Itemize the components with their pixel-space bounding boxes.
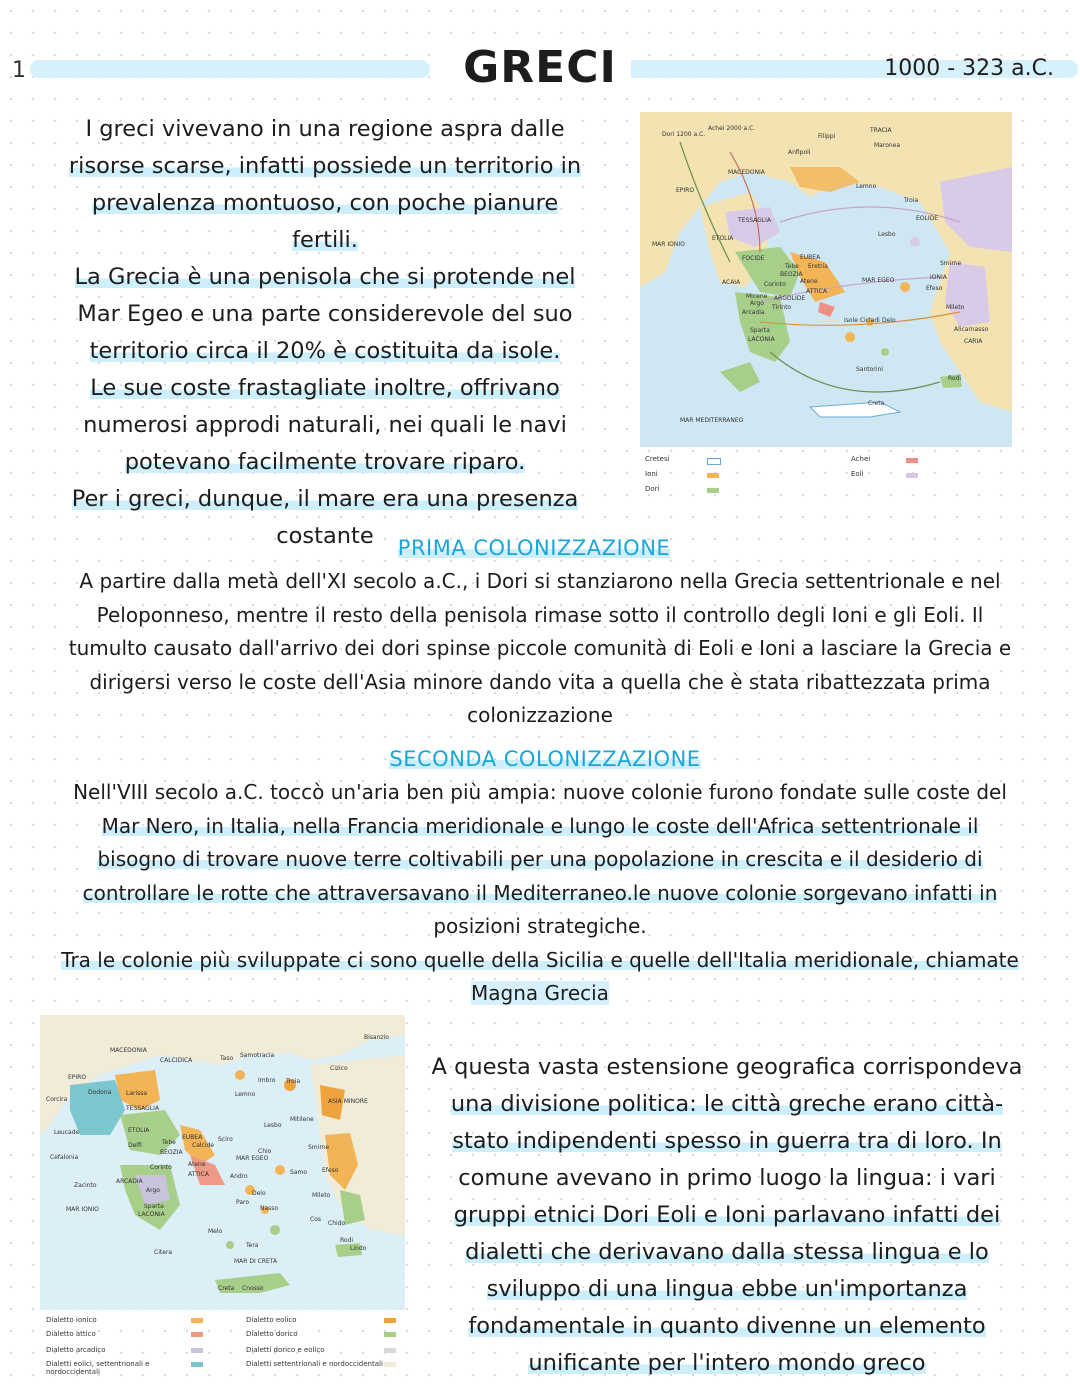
map1-label-tebe: Tebe	[785, 263, 799, 270]
map1-legend	[645, 455, 930, 500]
map1-label-troia: Troia	[904, 197, 919, 204]
map1-label-tracia: TRACIA	[870, 127, 892, 134]
map2-label-taso: Taso	[220, 1055, 234, 1062]
map2-label-attica: ATTICA	[188, 1171, 209, 1178]
first-colonization-line: colonizzazione	[467, 703, 613, 727]
map2-label-sparta: Sparta	[144, 1203, 164, 1210]
map2-label-leucade: Leucade	[54, 1129, 80, 1136]
map1-label-beozia: BEOZIA	[780, 271, 803, 278]
intro-line: prevalenza montuoso, con poche pianure	[91, 190, 559, 216]
map2-label-nasso: Nasso	[260, 1205, 279, 1212]
map1-label-efeso: Efeso	[926, 285, 943, 292]
map2-label-mileto: Mileto	[312, 1192, 331, 1199]
map2-legend-swatch	[191, 1348, 203, 1353]
map1-label-sparta: Sparta	[750, 327, 770, 334]
first-colonization-line: A partire dalla metà dell'XI secolo a.C., i Dori si stanziarono nella Grecia settentrionale e nel	[79, 569, 1001, 593]
map2-legend-item: Dialetto attico	[46, 1330, 96, 1338]
intro-line: numerosi approdi naturali, nei quali le navi	[83, 412, 567, 438]
map2-label-samo: Samo	[290, 1169, 308, 1176]
map1-label-maronea: Maronea	[874, 142, 901, 149]
map2-label-calcide: Calcide	[192, 1142, 214, 1149]
map2-legend-item: Dialetto ionico	[46, 1316, 97, 1324]
map2-label-efeso: Efeso	[322, 1167, 339, 1174]
map2-label-chido: Chido	[328, 1220, 346, 1227]
map1-label-achei: Achei 2000 a.C.	[708, 125, 756, 132]
map2-label-samotracia: Samotracia	[240, 1052, 275, 1059]
map1-label-etolia: ETOLIA	[712, 235, 734, 242]
map2-label-cos: Cos	[310, 1216, 321, 1223]
map1-label-arcadia: Arcadia	[742, 309, 765, 316]
map2-label-smirne: Smirne	[308, 1144, 330, 1151]
page-title-text: GRECI	[449, 42, 631, 93]
map2-label-mar-egeo: MAR EGEO	[236, 1155, 269, 1162]
map2-legend-swatch	[191, 1362, 203, 1367]
closing-paragraph	[418, 1049, 1036, 1382]
map1-legend-item: Dori	[645, 485, 660, 493]
map2-label-mar-ionio: MAR IONIO	[66, 1206, 99, 1213]
map2-label-cnosso: Cnosso	[242, 1285, 264, 1292]
map1-label-eubea: EUBEA	[800, 254, 821, 261]
closing-line: sviluppo di una lingua ebbe un'importanza	[486, 1276, 968, 1302]
map1-label-filippi: Filippi	[818, 133, 836, 140]
closing-line: fondamentale in quanto divenne un elemento	[468, 1313, 986, 1339]
map2-label-rodi: Rodi	[340, 1237, 354, 1244]
first-colonization-line: Peloponneso, mentre il resto della penisola rimase sotto il controllo degli Ioni e gli Eoli. Il	[96, 602, 984, 627]
map1-label-creta: Creta	[868, 400, 885, 407]
map2-label-macedonia: MACEDONIA	[110, 1047, 147, 1054]
map1-label-mar-mediterraneo: MAR MEDITERRANEO	[680, 417, 744, 424]
map1-label-anfipoli: Anfipoli	[788, 149, 811, 156]
intro-paragraph	[40, 111, 610, 555]
map1-label-lesbo: Lesbo	[878, 231, 896, 238]
map1-label-epiro: EPIRO	[676, 187, 695, 194]
map2-label-tera: Tera	[246, 1242, 259, 1249]
map2-legend-item: Dialetti settentrionali e nordoccidentali	[246, 1360, 383, 1368]
map1-label-eretria: Eretria	[808, 263, 828, 270]
map2-legend	[46, 1316, 402, 1378]
map2-label-beozia: BEOZIA	[160, 1149, 183, 1156]
map1-label-attica: ATTICA	[806, 288, 827, 295]
map1-label-santorini: Santorini	[856, 366, 883, 373]
map2-legend-item: Dialetto dorico	[246, 1330, 298, 1338]
date-range: 1000 - 323 a.C.	[884, 56, 1054, 81]
map2-label-corcira: Corcira	[46, 1096, 68, 1103]
map2-label-mar-di-creta: MAR DI CRETA	[234, 1258, 278, 1265]
map1-legend-swatch-dori	[707, 488, 719, 493]
second-colonization-line: posizioni strategiche.	[433, 914, 647, 938]
intro-line: Le sue coste frastagliate inoltre, offrivano	[90, 375, 560, 401]
map2-legend-swatch	[384, 1318, 396, 1323]
map1-label-mileto: Mileto	[946, 304, 965, 311]
map2-label-dodona: Dodona	[88, 1089, 112, 1096]
map2-label-lesbo: Lesbo	[264, 1122, 282, 1129]
map2-label-creta: Creta	[218, 1285, 235, 1292]
closing-line: comune avevano in primo luogo la lingua: i vari	[458, 1165, 996, 1191]
map1-label-tessaglia: TESSAGLIA	[738, 217, 772, 224]
map1-label-argolide: ARGOLIDE	[774, 295, 806, 302]
intro-line: costante	[276, 523, 374, 549]
map2-legend-item: Dialetto eolico	[246, 1316, 297, 1324]
map2-label-zacinto: Zacinto	[74, 1182, 97, 1189]
map2-label-citera: Citera	[154, 1249, 173, 1256]
map1-label-mar-ionio: MAR IONIO	[652, 241, 685, 248]
map2-label-eubea: EUBEA	[182, 1134, 203, 1141]
second-colonization-paragraph	[20, 776, 1060, 1011]
intro-line: Mar Egeo e una parte considerevole del suo	[77, 301, 573, 327]
intro-line: potevano facilmente trovare riparo.	[124, 449, 526, 475]
second-colonization-line: controllare le rotte che attraversavano il Mediterraneo.le nuove colonie sorgevano infatti in	[82, 880, 998, 905]
map2-label-argo: Argo	[146, 1187, 160, 1194]
map2-label-chio: Chio	[258, 1148, 272, 1155]
map2-label-tessaglia: TESSAGLIA	[126, 1105, 160, 1112]
map1-label-tirinto: Tirinto	[772, 304, 792, 311]
map2-label-arcadia: ARCADIA	[116, 1178, 143, 1185]
map1-label-isole-cicladi: Isole Cicladi	[844, 317, 880, 324]
map2-label-atene: Atene	[188, 1161, 206, 1168]
map2-label-paro: Paro	[236, 1199, 250, 1206]
map2-legend-item: Dialetti dorico e eolico	[246, 1346, 325, 1354]
map2-legend-swatch	[191, 1332, 203, 1337]
closing-line: una divisione politica: le città greche erano città-	[450, 1091, 1004, 1117]
second-colonization-heading: SECONDA COLONIZZAZIONE	[389, 747, 701, 771]
map2-label-etolia: ETOLIA	[128, 1127, 150, 1134]
second-colonization-line: Mar Nero, in Italia, nella Francia meridionale e lungo le coste dell'Africa settentrionale il	[101, 813, 979, 838]
map1-label-smirne: Smirne	[940, 260, 962, 267]
map2-label-imbro: Imbro	[258, 1077, 276, 1084]
map1-label-dori: Dori 1200 a.C.	[662, 131, 706, 138]
map1-legend-swatch-ioni	[707, 473, 719, 478]
map2-legend-swatch	[191, 1318, 203, 1323]
map2-label-lindo: Lindo	[350, 1245, 367, 1252]
map2-label-tebe: Tebe	[162, 1139, 176, 1146]
map1-label-argo: Argo	[750, 300, 764, 307]
map1-legend-swatch-eoli	[906, 473, 918, 478]
map2-label-corinto: Corinto	[150, 1164, 172, 1171]
intro-line: La Grecia è una penisola che si protende nel	[74, 264, 576, 290]
map1-label-delo: Delo	[882, 317, 896, 324]
first-colonization-heading: PRIMA COLONIZZAZIONE	[397, 536, 671, 560]
closing-line: unificante per l'intero mondo greco	[528, 1350, 926, 1376]
map1-legend-item: Ioni	[645, 470, 658, 478]
closing-line: stato indipendenti spesso in guerra tra di loro. In	[452, 1128, 1002, 1154]
map2-label-asia-minore: ASIA MINORE	[328, 1098, 368, 1105]
map-greek-dialects-svg	[40, 1015, 405, 1310]
closing-line: A questa vasta estensione geografica corrispondeva	[431, 1054, 1023, 1080]
map1-legend-item: Eoli	[851, 470, 864, 478]
map2-label-delo: Delo	[252, 1190, 266, 1197]
map2-legend-item: Dialetto arcadico	[46, 1346, 106, 1354]
map1-label-lemno: Lemno	[856, 183, 877, 190]
first-colonization-line: dirigersi verso le coste dell'Asia minore dando vita a quella che è stata ribattezzata prima	[89, 669, 991, 694]
map1-legend-swatch-cretesi	[707, 458, 721, 465]
page-number: 1	[12, 58, 26, 83]
closing-line: dialetti che derivavano dalla stessa lingua e lo	[465, 1239, 989, 1265]
second-colonization-line: bisogno di trovare nuove terre coltivabili per una popolazione in crescita e il desiderio di	[97, 847, 983, 871]
intro-line: Per i greci, dunque, il mare era una presenza	[71, 486, 579, 512]
map2-legend-swatch	[384, 1332, 396, 1337]
map2-label-mitilene: Mitilene	[290, 1116, 314, 1123]
map2-label-lemno: Lemno	[235, 1091, 256, 1098]
map-greek-dialects	[40, 1015, 405, 1310]
intro-line: I greci vivevano in una regione aspra dalle	[85, 116, 565, 142]
map2-label-larissa: Larissa	[126, 1090, 148, 1097]
map1-label-corinto: Corinto	[764, 281, 786, 288]
second-colonization-line: Tra le colonie più sviluppate ci sono quelle della Sicilia e quelle dell'Italia meridionale, chiamate	[61, 947, 1019, 972]
map2-label-melo: Melo	[208, 1228, 223, 1235]
map1-label-alicarnasso: Alicarnasso	[954, 326, 989, 333]
second-colonization-line: Magna Grecia	[471, 981, 609, 1005]
first-colonization-paragraph	[20, 565, 1060, 733]
first-colonization-line: tumulto causato dall'arrivo dei dori spinse piccole comunità di Eoli e Ioni a lasciare la Grecia e	[68, 636, 1012, 660]
map1-label-rodi: Rodi	[948, 375, 962, 382]
map1-legend-item: Cretesi	[645, 455, 670, 463]
map2-label-troia: Troia	[286, 1078, 301, 1085]
map-greek-migrations-svg	[640, 112, 1012, 447]
map2-label-cefalonia: Cefalonia	[50, 1154, 79, 1161]
intro-line: risorse scarse, infatti possiede un territorio in	[68, 153, 582, 179]
map2-label-calcidica: CALCIDICA	[160, 1057, 193, 1064]
map1-label-micene: Micene	[746, 293, 768, 300]
intro-line: fertili.	[292, 227, 358, 253]
map1-label-acaia: ACAIA	[722, 279, 741, 286]
map2-legend-swatch	[384, 1348, 396, 1353]
map2-label-epiro: EPIRO	[68, 1074, 87, 1081]
map-greek-migrations	[640, 112, 1012, 447]
closing-line: gruppi etnici Dori Eoli e Ioni parlavano infatti dei	[453, 1202, 1001, 1228]
map1-label-atene: Atene	[800, 278, 818, 285]
map1-legend-swatch-achei	[906, 458, 918, 463]
map2-legend-swatch	[384, 1362, 396, 1367]
map1-label-focide: FOCIDE	[742, 255, 765, 262]
intro-line: territorio circa il 20% è costituita da isole.	[89, 338, 561, 364]
map2-label-sciro: Sciro	[218, 1136, 233, 1143]
map2-label-delfi: Delfi	[128, 1142, 142, 1149]
map1-label-macedonia: MACEDONIA	[728, 169, 765, 176]
map1-label-mar-egeo: MAR EGEO	[862, 277, 895, 284]
map2-legend-item: Dialetti eolici, settentrionali e nordoccidentali	[46, 1360, 150, 1376]
map1-legend-item: Achei	[851, 455, 871, 463]
map2-label-bisanzio: Bisanzio	[364, 1034, 389, 1041]
map1-label-laconia: LACONIA	[748, 336, 775, 343]
map1-label-eolide: EOLIDE	[916, 215, 939, 222]
map2-label-laconia: LACONIA	[138, 1211, 165, 1218]
second-colonization-line: Nell'VIII secolo a.C. toccò un'aria ben più ampia: nuove colonie furono fondate sulle coste del	[73, 780, 1007, 804]
map1-label-ionia: IONIA	[930, 274, 947, 281]
map2-label-cizico: Cizico	[330, 1065, 348, 1072]
map1-label-caria: CARIA	[964, 338, 983, 345]
map2-label-andro: Andro	[230, 1173, 248, 1180]
